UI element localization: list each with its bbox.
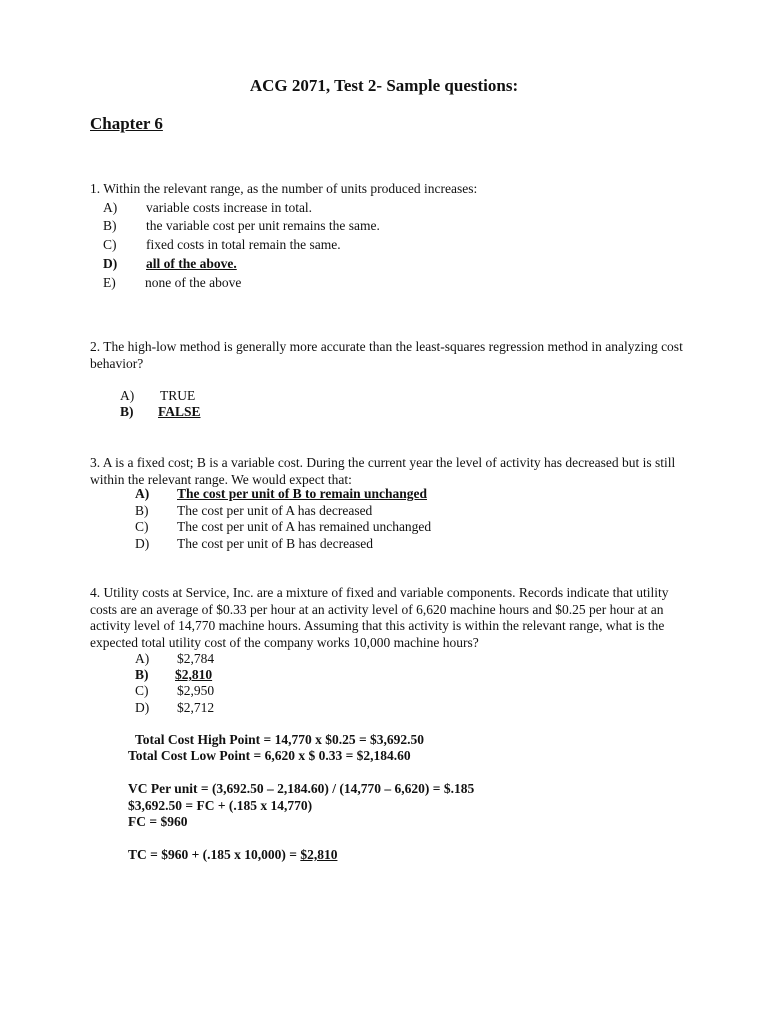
option-text: The cost per unit of A has decreased xyxy=(177,503,373,518)
solution-low-point: Total Cost Low Point = 6,620 x $ 0.33 = $2,184.60 xyxy=(128,748,411,763)
question-3-text: 3. A is a fixed cost; B is a variable cost. During the current year the level of activity has decreased but is still within the relevant range. We would expect that: xyxy=(90,455,676,487)
question-3-option-c xyxy=(135,519,431,535)
solution-vc-per-unit: VC Per unit = (3,692.50 – 2,184.60) / (14,770 – 6,620) = $.185 xyxy=(128,781,475,796)
solution-total-cost xyxy=(128,847,337,863)
option-letter: C) xyxy=(103,237,117,252)
option-letter: C) xyxy=(135,519,149,534)
chapter-heading: Chapter 6 xyxy=(90,114,163,133)
option-text: $2,950 xyxy=(177,683,215,698)
solution-tc-prefix: TC = $960 + (.185 x 10,000) = xyxy=(128,847,301,862)
option-letter: B) xyxy=(135,503,149,518)
option-text: The cost per unit of B has decreased xyxy=(177,536,374,551)
question-2-option-b-correct xyxy=(120,404,201,420)
question-2-option-a xyxy=(120,388,195,404)
question-3-option-d xyxy=(135,536,373,552)
solution-high-point: Total Cost High Point = 14,770 x $0.25 = $3,692.50 xyxy=(135,732,425,747)
question-4-text: 4. Utility costs at Service, Inc. are a mixture of fixed and variable components. Records indicate that utility costs are an average of $0.33 per hour at an activity level of 6,620 machine hours and $0.25 per hour at an activity level of 14,770 machine hours. Assuming that this activity is within the relevant range, what is the expected total utility cost of the company works 10,000 machine hours? xyxy=(90,585,669,650)
option-letter: D) xyxy=(103,256,118,271)
question-1-text: 1. Within the relevant range, as the number of units produced increases: xyxy=(90,181,478,196)
question-4-option-d xyxy=(135,700,214,716)
question-3-option-a-correct xyxy=(135,486,427,502)
option-text: fixed costs in total remain the same. xyxy=(146,237,341,252)
option-text: The cost per unit of A has remained unchanged xyxy=(177,519,432,534)
question-1-option-a xyxy=(103,200,312,216)
solution-tc-answer: $2,810 xyxy=(300,847,338,862)
question-1-option-b xyxy=(103,218,380,234)
page-title: ACG 2071, Test 2- Sample questions: xyxy=(249,76,519,95)
option-text: $2,810 xyxy=(175,667,213,682)
option-text: none of the above xyxy=(145,275,242,290)
option-letter: A) xyxy=(135,651,150,666)
option-text: the variable cost per unit remains the same. xyxy=(146,218,380,233)
option-text: TRUE xyxy=(160,388,196,403)
option-letter: B) xyxy=(135,667,149,682)
question-1-option-c xyxy=(103,237,341,253)
option-text: all of the above. xyxy=(146,256,237,271)
option-letter: C) xyxy=(135,683,149,698)
question-4-option-a xyxy=(135,651,214,667)
option-letter: D) xyxy=(135,536,150,551)
option-text: The cost per unit of B to remain unchanged xyxy=(177,486,428,501)
option-letter: E) xyxy=(103,275,116,290)
option-letter: A) xyxy=(120,388,135,403)
question-1-option-d-correct xyxy=(103,256,237,272)
solution-fc-equation: $3,692.50 = FC + (.185 x 14,770) xyxy=(128,798,313,813)
question-4-option-b-correct xyxy=(135,667,212,683)
option-text: $2,712 xyxy=(177,700,215,715)
option-letter: A) xyxy=(103,200,118,215)
question-4-option-c xyxy=(135,683,214,699)
option-text: FALSE xyxy=(158,404,201,419)
question-3-option-b xyxy=(135,503,372,519)
question-2-text: 2. The high-low method is generally more accurate than the least-squares regression method in analyzing cost behavior? xyxy=(90,339,683,371)
option-text: variable costs increase in total. xyxy=(146,200,313,215)
option-letter: B) xyxy=(103,218,117,233)
option-letter: A) xyxy=(135,486,150,501)
solution-fc: FC = $960 xyxy=(128,814,188,829)
option-letter: B) xyxy=(120,404,134,419)
question-1-option-e xyxy=(103,275,241,291)
option-letter: D) xyxy=(135,700,150,715)
option-text: $2,784 xyxy=(177,651,215,666)
